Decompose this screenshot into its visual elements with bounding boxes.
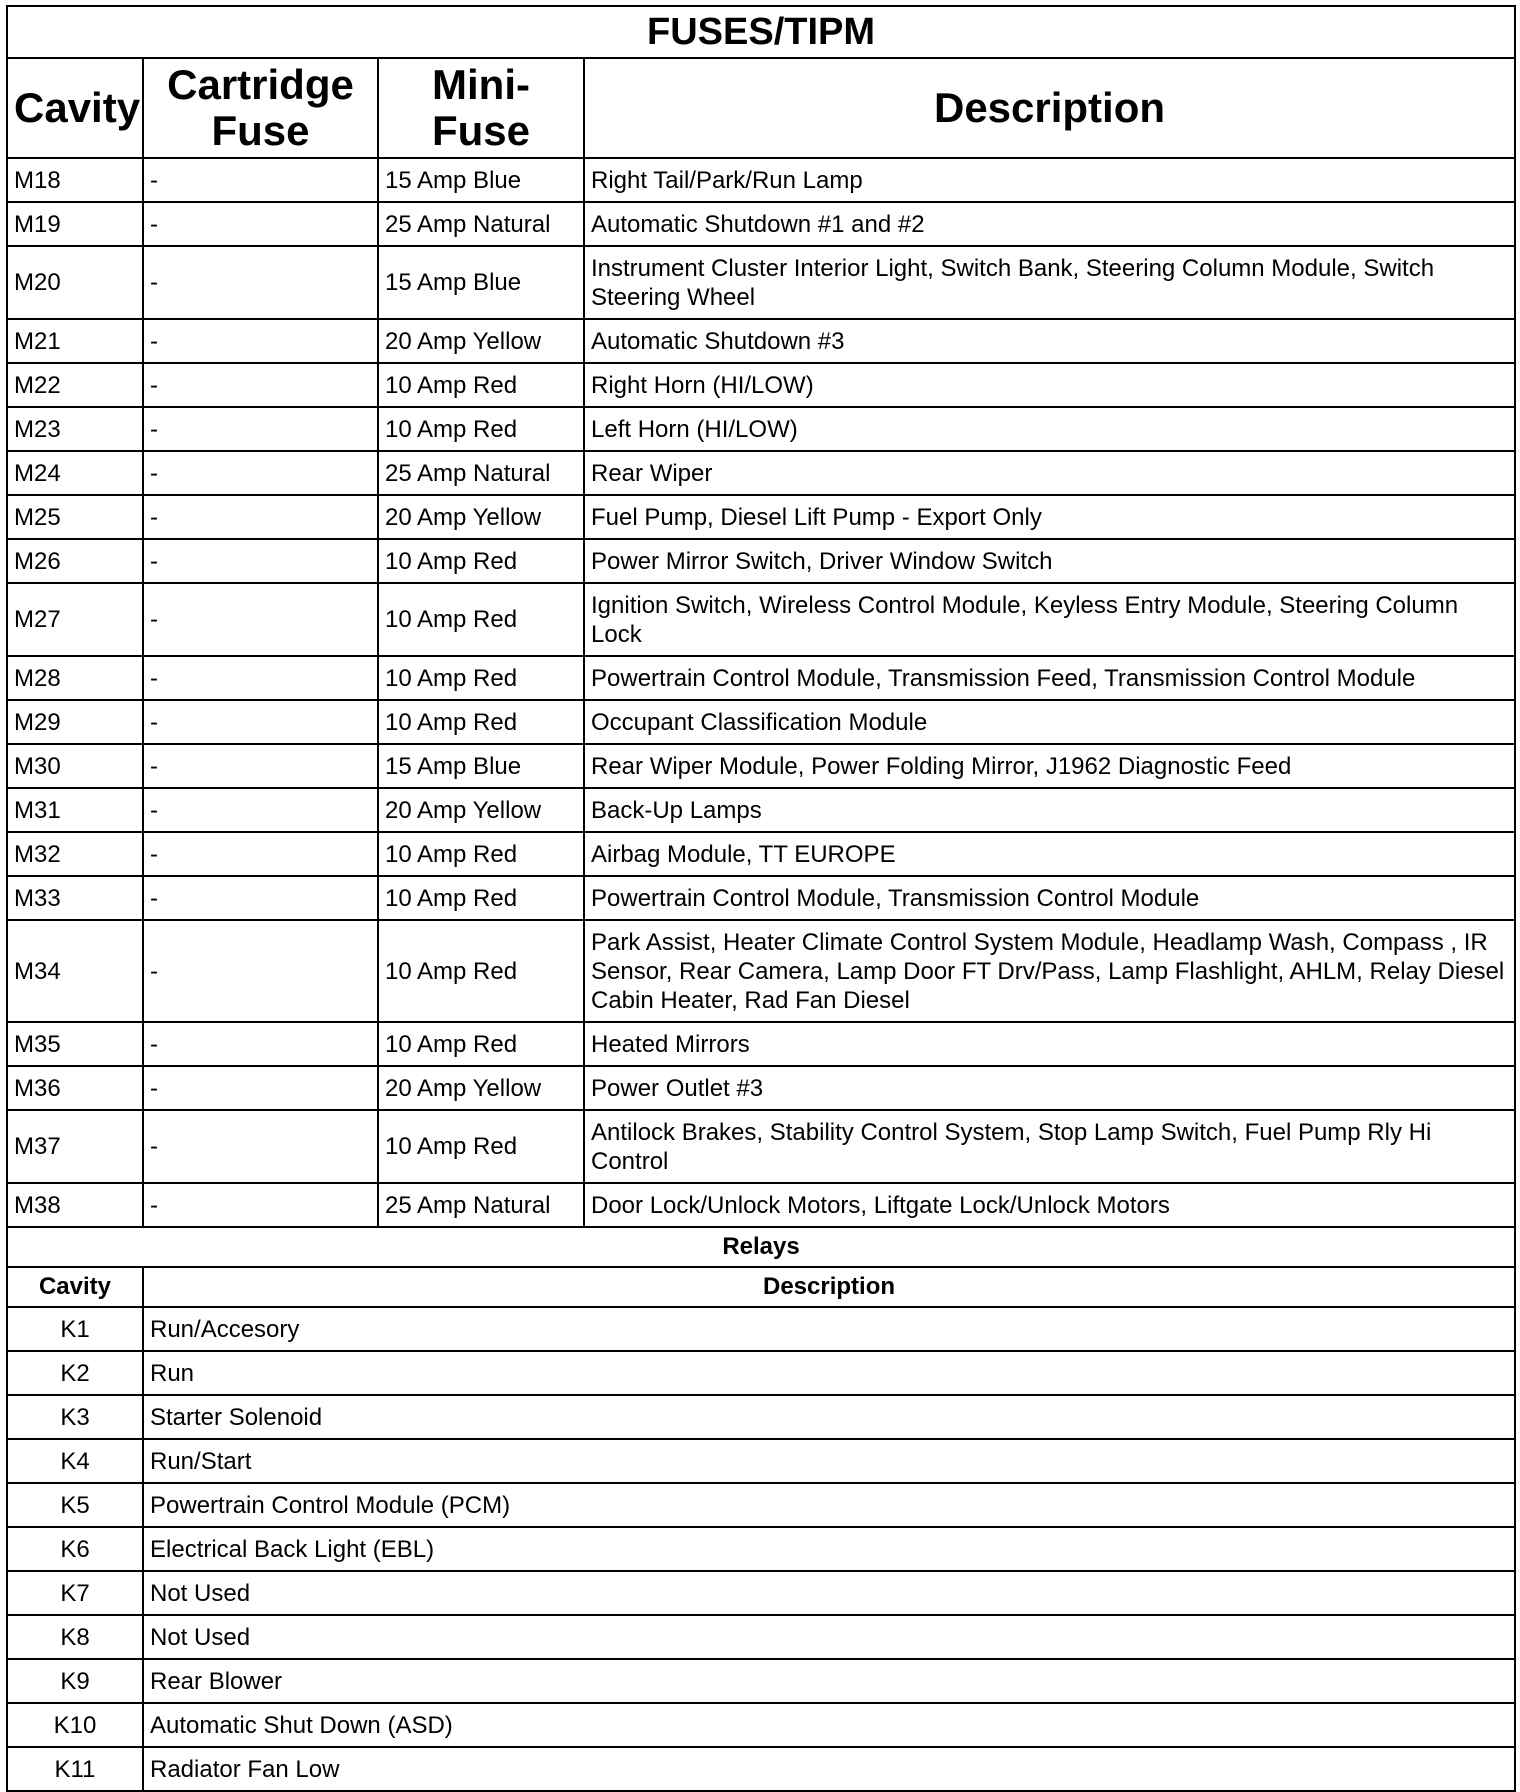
cartridge-fuse-cell: - (143, 700, 378, 744)
cartridge-fuse-cell: - (143, 407, 378, 451)
cavity-cell: M35 (7, 1022, 143, 1066)
mini-fuse-cell: 10 Amp Red (378, 539, 584, 583)
description-cell: Automatic Shutdown #3 (584, 319, 1515, 363)
relays-title-row (7, 1227, 1515, 1267)
header-cartridge-fuse: Cartridge Fuse (143, 58, 378, 158)
cavity-cell: M23 (7, 407, 143, 451)
cavity-cell: M20 (7, 246, 143, 319)
table-row (7, 539, 1515, 583)
title-row (7, 6, 1515, 58)
cavity-cell: M36 (7, 1066, 143, 1110)
header-cavity: Cavity (7, 58, 143, 158)
cartridge-fuse-cell: - (143, 1110, 378, 1183)
mini-fuse-cell: 10 Amp Red (378, 363, 584, 407)
description-cell: Rear Wiper (584, 451, 1515, 495)
description-cell: Door Lock/Unlock Motors, Liftgate Lock/Unlock Motors (584, 1183, 1515, 1227)
cavity-cell: M37 (7, 1110, 143, 1183)
relay-description-cell: Not Used (143, 1615, 1515, 1659)
relay-table (6, 1226, 1516, 1792)
table-row (7, 1571, 1515, 1615)
relay-cavity-cell: K11 (7, 1747, 143, 1791)
cavity-cell: M30 (7, 744, 143, 788)
table-row (7, 1066, 1515, 1110)
table-row (7, 1307, 1515, 1351)
mini-fuse-cell: 25 Amp Natural (378, 202, 584, 246)
mini-fuse-cell: 10 Amp Red (378, 1110, 584, 1183)
relay-description-cell: Electrical Back Light (EBL) (143, 1527, 1515, 1571)
cartridge-fuse-cell: - (143, 319, 378, 363)
cartridge-fuse-cell: - (143, 1022, 378, 1066)
table-row (7, 832, 1515, 876)
table-row (7, 1183, 1515, 1227)
cavity-cell: M33 (7, 876, 143, 920)
table-row (7, 920, 1515, 1022)
table-row (7, 1659, 1515, 1703)
relay-description-cell: Run/Accesory (143, 1307, 1515, 1351)
table-row (7, 1527, 1515, 1571)
cartridge-fuse-cell: - (143, 451, 378, 495)
mini-fuse-cell: 10 Amp Red (378, 920, 584, 1022)
relay-cavity-cell: K3 (7, 1395, 143, 1439)
description-cell: Heated Mirrors (584, 1022, 1515, 1066)
relay-description-cell: Run/Start (143, 1439, 1515, 1483)
fuse-header-row (7, 58, 1515, 158)
mini-fuse-cell: 10 Amp Red (378, 583, 584, 656)
cavity-cell: M24 (7, 451, 143, 495)
cartridge-fuse-cell: - (143, 1183, 378, 1227)
mini-fuse-cell: 15 Amp Blue (378, 246, 584, 319)
relay-cavity-cell: K5 (7, 1483, 143, 1527)
table-row (7, 319, 1515, 363)
description-cell: Power Outlet #3 (584, 1066, 1515, 1110)
relay-header-description: Description (143, 1267, 1515, 1307)
relay-cavity-cell: K10 (7, 1703, 143, 1747)
table-row (7, 744, 1515, 788)
relay-description-cell: Starter Solenoid (143, 1395, 1515, 1439)
cartridge-fuse-cell: - (143, 788, 378, 832)
description-cell: Ignition Switch, Wireless Control Module, Keyless Entry Module, Steering Column Lock (584, 583, 1515, 656)
mini-fuse-cell: 10 Amp Red (378, 700, 584, 744)
mini-fuse-cell: 25 Amp Natural (378, 1183, 584, 1227)
cartridge-fuse-cell: - (143, 495, 378, 539)
cavity-cell: M26 (7, 539, 143, 583)
relay-description-cell: Powertrain Control Module (PCM) (143, 1483, 1515, 1527)
cartridge-fuse-cell: - (143, 202, 378, 246)
table-row (7, 700, 1515, 744)
cavity-cell: M29 (7, 700, 143, 744)
table-row (7, 656, 1515, 700)
relay-cavity-cell: K8 (7, 1615, 143, 1659)
cartridge-fuse-cell: - (143, 656, 378, 700)
description-cell: Park Assist, Heater Climate Control System Module, Headlamp Wash, Compass , IR Sensor, Rear Camera, Lamp Door FT Drv/Pass, Lamp Flashlight, AHLM, Relay Diesel Cabin Heater, Rad Fan Diesel (584, 920, 1515, 1022)
mini-fuse-cell: 15 Amp Blue (378, 158, 584, 202)
table-row (7, 876, 1515, 920)
cartridge-fuse-cell: - (143, 832, 378, 876)
relay-cavity-cell: K9 (7, 1659, 143, 1703)
table-row (7, 407, 1515, 451)
table-row (7, 1439, 1515, 1483)
description-cell: Automatic Shutdown #1 and #2 (584, 202, 1515, 246)
cavity-cell: M34 (7, 920, 143, 1022)
relay-cavity-cell: K4 (7, 1439, 143, 1483)
cavity-cell: M27 (7, 583, 143, 656)
fuse-document (6, 5, 1514, 1792)
cavity-cell: M32 (7, 832, 143, 876)
mini-fuse-cell: 25 Amp Natural (378, 451, 584, 495)
relay-cavity-cell: K6 (7, 1527, 143, 1571)
description-cell: Instrument Cluster Interior Light, Switch Bank, Steering Column Module, Switch Steering Wheel (584, 246, 1515, 319)
fuse-table (6, 5, 1516, 1228)
cartridge-fuse-cell: - (143, 920, 378, 1022)
cavity-cell: M19 (7, 202, 143, 246)
table-row (7, 246, 1515, 319)
mini-fuse-cell: 20 Amp Yellow (378, 319, 584, 363)
table-row (7, 1395, 1515, 1439)
table-row (7, 158, 1515, 202)
table-row (7, 1351, 1515, 1395)
table-row (7, 495, 1515, 539)
cartridge-fuse-cell: - (143, 363, 378, 407)
mini-fuse-cell: 10 Amp Red (378, 656, 584, 700)
cartridge-fuse-cell: - (143, 539, 378, 583)
description-cell: Powertrain Control Module, Transmission Control Module (584, 876, 1515, 920)
mini-fuse-cell: 15 Amp Blue (378, 744, 584, 788)
description-cell: Power Mirror Switch, Driver Window Switch (584, 539, 1515, 583)
cartridge-fuse-cell: - (143, 246, 378, 319)
relay-header-row (7, 1267, 1515, 1307)
cartridge-fuse-cell: - (143, 1066, 378, 1110)
relay-description-cell: Not Used (143, 1571, 1515, 1615)
relay-description-cell: Rear Blower (143, 1659, 1515, 1703)
description-cell: Powertrain Control Module, Transmission Feed, Transmission Control Module (584, 656, 1515, 700)
table-row (7, 583, 1515, 656)
cavity-cell: M38 (7, 1183, 143, 1227)
description-cell: Fuel Pump, Diesel Lift Pump - Export Only (584, 495, 1515, 539)
table-row (7, 1747, 1515, 1791)
page-title: FUSES/TIPM (7, 6, 1515, 58)
cavity-cell: M25 (7, 495, 143, 539)
relay-cavity-cell: K2 (7, 1351, 143, 1395)
table-row (7, 202, 1515, 246)
cartridge-fuse-cell: - (143, 876, 378, 920)
mini-fuse-cell: 20 Amp Yellow (378, 495, 584, 539)
relay-description-cell: Run (143, 1351, 1515, 1395)
table-row (7, 451, 1515, 495)
cavity-cell: M21 (7, 319, 143, 363)
cavity-cell: M28 (7, 656, 143, 700)
cavity-cell: M31 (7, 788, 143, 832)
description-cell: Left Horn (HI/LOW) (584, 407, 1515, 451)
description-cell: Right Horn (HI/LOW) (584, 363, 1515, 407)
header-description: Description (584, 58, 1515, 158)
relay-cavity-cell: K7 (7, 1571, 143, 1615)
description-cell: Rear Wiper Module, Power Folding Mirror, J1962 Diagnostic Feed (584, 744, 1515, 788)
mini-fuse-cell: 20 Amp Yellow (378, 788, 584, 832)
table-row (7, 1483, 1515, 1527)
header-mini-fuse: Mini-Fuse (378, 58, 584, 158)
mini-fuse-cell: 20 Amp Yellow (378, 1066, 584, 1110)
cartridge-fuse-cell: - (143, 583, 378, 656)
description-cell: Right Tail/Park/Run Lamp (584, 158, 1515, 202)
description-cell: Occupant Classification Module (584, 700, 1515, 744)
relay-description-cell: Automatic Shut Down (ASD) (143, 1703, 1515, 1747)
table-row (7, 1110, 1515, 1183)
relay-cavity-cell: K1 (7, 1307, 143, 1351)
relays-title: Relays (7, 1227, 1515, 1267)
mini-fuse-cell: 10 Amp Red (378, 832, 584, 876)
relay-header-cavity: Cavity (7, 1267, 143, 1307)
cavity-cell: M22 (7, 363, 143, 407)
mini-fuse-cell: 10 Amp Red (378, 407, 584, 451)
relay-description-cell: Radiator Fan Low (143, 1747, 1515, 1791)
mini-fuse-cell: 10 Amp Red (378, 1022, 584, 1066)
table-row (7, 1615, 1515, 1659)
cartridge-fuse-cell: - (143, 744, 378, 788)
table-row (7, 788, 1515, 832)
description-cell: Back-Up Lamps (584, 788, 1515, 832)
table-row (7, 1022, 1515, 1066)
description-cell: Airbag Module, TT EUROPE (584, 832, 1515, 876)
description-cell: Antilock Brakes, Stability Control System, Stop Lamp Switch, Fuel Pump Rly Hi Control (584, 1110, 1515, 1183)
table-row (7, 1703, 1515, 1747)
cavity-cell: M18 (7, 158, 143, 202)
mini-fuse-cell: 10 Amp Red (378, 876, 584, 920)
table-row (7, 363, 1515, 407)
cartridge-fuse-cell: - (143, 158, 378, 202)
